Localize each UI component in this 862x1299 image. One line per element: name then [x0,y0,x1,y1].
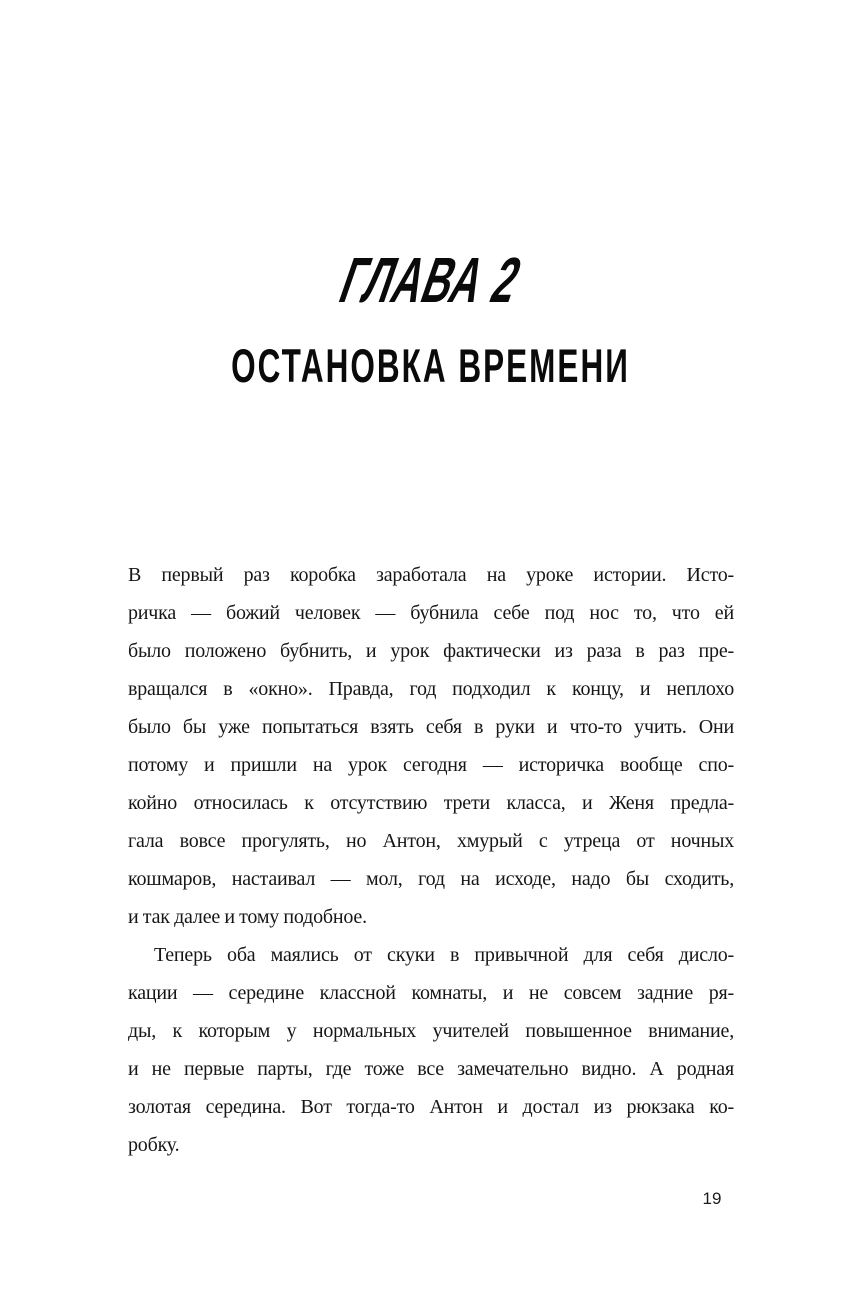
body-line: потому и пришли на урок сегодня — историчка вообще спо- [128,754,734,776]
body-line: вращался в «окно». Правда, год подходил к концу, и неплохо [128,678,734,700]
chapter-title-text: ОСТАНОВКА ВРЕМЕНИ [231,339,631,392]
paragraph-1 [128,556,734,936]
body-line: койно относилась к отсутствию трети класса, и Женя предла- [128,792,734,814]
body-line: Теперь оба маялись от скуки в привычной для себя дисло- [154,944,734,966]
body-line: было бы уже попытаться взять себя в руки и что-то учить. Они [128,716,734,738]
paragraph-2 [128,936,734,1164]
body-line: было положено бубнить, и урок фактически из раза в раз пре- [128,640,734,662]
body-line: и так далее и тому подобное. [128,906,367,928]
body-line: робку. [128,1134,180,1156]
chapter-title-heading [0,340,862,392]
body-line: кошмаров, настаивал — мол, год на исходе, надо бы сходить, [128,868,734,890]
body-line: и не первые парты, где тоже все замечательно видно. А родная [128,1058,734,1080]
body-line: В первый раз коробка заработала на уроке истории. Исто- [128,564,734,586]
body-line: золотая середина. Вот тогда-то Антон и достал из рюкзака ко- [128,1096,734,1118]
body-line: ды, к которым у нормальных учителей повышенное внимание, [128,1020,734,1042]
page-number: 19 [702,1189,722,1208]
chapter-number-heading [0,244,862,316]
chapter-number-text: ГЛАВА 2 [331,244,531,316]
body-line: ричка — божий человек — бубнила себе под нос то, что ей [128,602,734,624]
body-line: кации — середине классной комнаты, и не совсем задние ря- [128,982,734,1004]
body-line: гала вовсе прогулять, но Антон, хмурый с утреца от ночных [128,830,734,852]
body-text [128,556,734,1164]
